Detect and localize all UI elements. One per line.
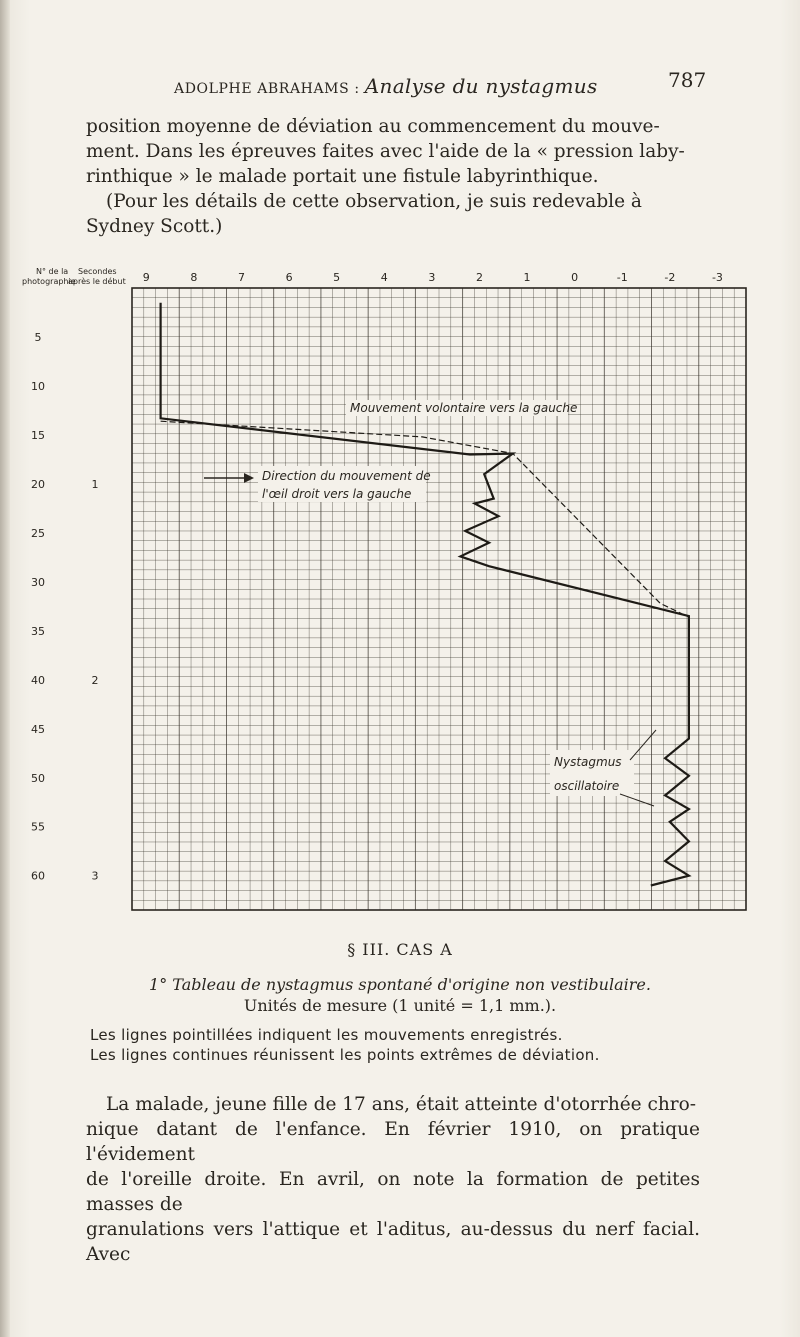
- x-tick-labels: [143, 271, 723, 284]
- section-heading: § III. CAS A: [347, 940, 453, 959]
- seconds-tick-label: 3: [91, 869, 99, 883]
- text-line: (Pour les détails de cette observation, je suis redevable à: [106, 191, 642, 212]
- body-paragraph: [86, 1092, 700, 1267]
- seconds-column-header: après le début: [68, 277, 126, 286]
- article-title: Analyse du nystagmus: [364, 74, 598, 98]
- photo-tick-label: 10: [31, 379, 45, 393]
- x-tick-label: 6: [285, 271, 293, 284]
- page-number: 787: [668, 68, 707, 92]
- annotation-direction: l'œil droit vers la gauche: [262, 487, 412, 501]
- text-line: nique datant de l'enfance. En février 1910, on pratique l'évidement: [86, 1119, 700, 1165]
- chart-svg: [0, 260, 800, 920]
- direction-arrow-head: [244, 473, 254, 483]
- running-head: [174, 74, 598, 98]
- nystagmus-pointer: [620, 794, 654, 806]
- figure-caption-units: Unités de mesure (1 unité = 1,1 mm.).: [243, 996, 557, 1015]
- running-header: [0, 68, 800, 98]
- extreme-deviation-line: [161, 303, 689, 886]
- text-line: Sydney Scott.): [86, 216, 223, 237]
- x-tick-label: 4: [380, 271, 388, 284]
- x-tick-label: 8: [190, 271, 198, 284]
- annotation-nystagmus: Nystagmus: [554, 755, 622, 769]
- x-tick-label: -2: [664, 271, 676, 284]
- x-tick-label: 5: [333, 271, 341, 284]
- author-name: ADOLPHE ABRAHAMS: [174, 81, 350, 97]
- annotation-direction: Direction du mouvement de: [262, 469, 431, 483]
- x-tick-label: -1: [616, 271, 628, 284]
- text-line: position moyenne de déviation au commencement du mouve-: [86, 116, 660, 137]
- photo-column-header: N° de la: [36, 267, 69, 276]
- x-tick-label: 1: [523, 271, 531, 284]
- chart-column-headers: [22, 267, 126, 286]
- text-line: de l'oreille droite. En avril, on note la formation de petites masses de: [86, 1169, 700, 1215]
- photo-tick-label: 25: [31, 526, 45, 540]
- photo-tick-label: 45: [31, 722, 45, 736]
- figure-note: Les lignes pointillées indiquent les mouvements enregistrés.: [90, 1026, 563, 1044]
- text-line: rinthique » le malade portait une fistule labyrinthique.: [86, 166, 599, 187]
- chart-annotations: [204, 400, 656, 806]
- x-tick-label: 9: [142, 271, 150, 284]
- nystagmus-chart: [0, 260, 800, 920]
- head-separator: :: [354, 81, 360, 97]
- figure-note: Les lignes continues réunissent les points extrêmes de déviation.: [90, 1046, 600, 1064]
- x-tick-label: 7: [237, 271, 245, 284]
- seconds-tick-label: 1: [91, 477, 99, 491]
- intro-paragraph: [86, 114, 700, 239]
- text-line: ment. Dans les épreuves faites avec l'aide de la « pression laby-: [86, 141, 685, 162]
- photo-tick-label: 15: [31, 428, 45, 442]
- photo-tick-label: 20: [31, 477, 45, 491]
- photo-tick-label: 50: [31, 771, 45, 785]
- text-line: La malade, jeune fille de 17 ans, était atteinte d'otorrhée chro-: [106, 1094, 697, 1115]
- x-tick-label: 3: [428, 271, 436, 284]
- seconds-tick-label: 2: [91, 673, 99, 687]
- annotation-voluntary: Mouvement volontaire vers la gauche: [350, 401, 578, 415]
- x-tick-label: 0: [571, 271, 579, 284]
- chart-grid: [132, 288, 746, 910]
- x-tick-label: -3: [711, 271, 723, 284]
- photo-tick-label: 30: [31, 575, 45, 589]
- figure-caption-title: 1° Tableau de nystagmus spontané d'origine non vestibulaire.: [149, 975, 651, 994]
- photo-tick-label: 35: [31, 624, 45, 638]
- seconds-column-header: Secondes: [78, 267, 117, 276]
- recorded-movement-line: [161, 421, 689, 617]
- photo-tick-label: 55: [31, 820, 45, 834]
- annotation-nystagmus: oscillatoire: [554, 779, 620, 793]
- photo-tick-label: 60: [31, 869, 45, 883]
- y-tick-labels: [31, 331, 99, 883]
- photo-tick-label: 5: [34, 330, 42, 344]
- chart-series: [161, 303, 689, 886]
- photo-tick-label: 40: [31, 673, 45, 687]
- x-tick-label: 2: [475, 271, 483, 284]
- photo-column-header: photographie: [22, 277, 76, 286]
- text-line: granulations vers l'attique et l'aditus, au-dessus du nerf facial. Avec: [86, 1219, 700, 1265]
